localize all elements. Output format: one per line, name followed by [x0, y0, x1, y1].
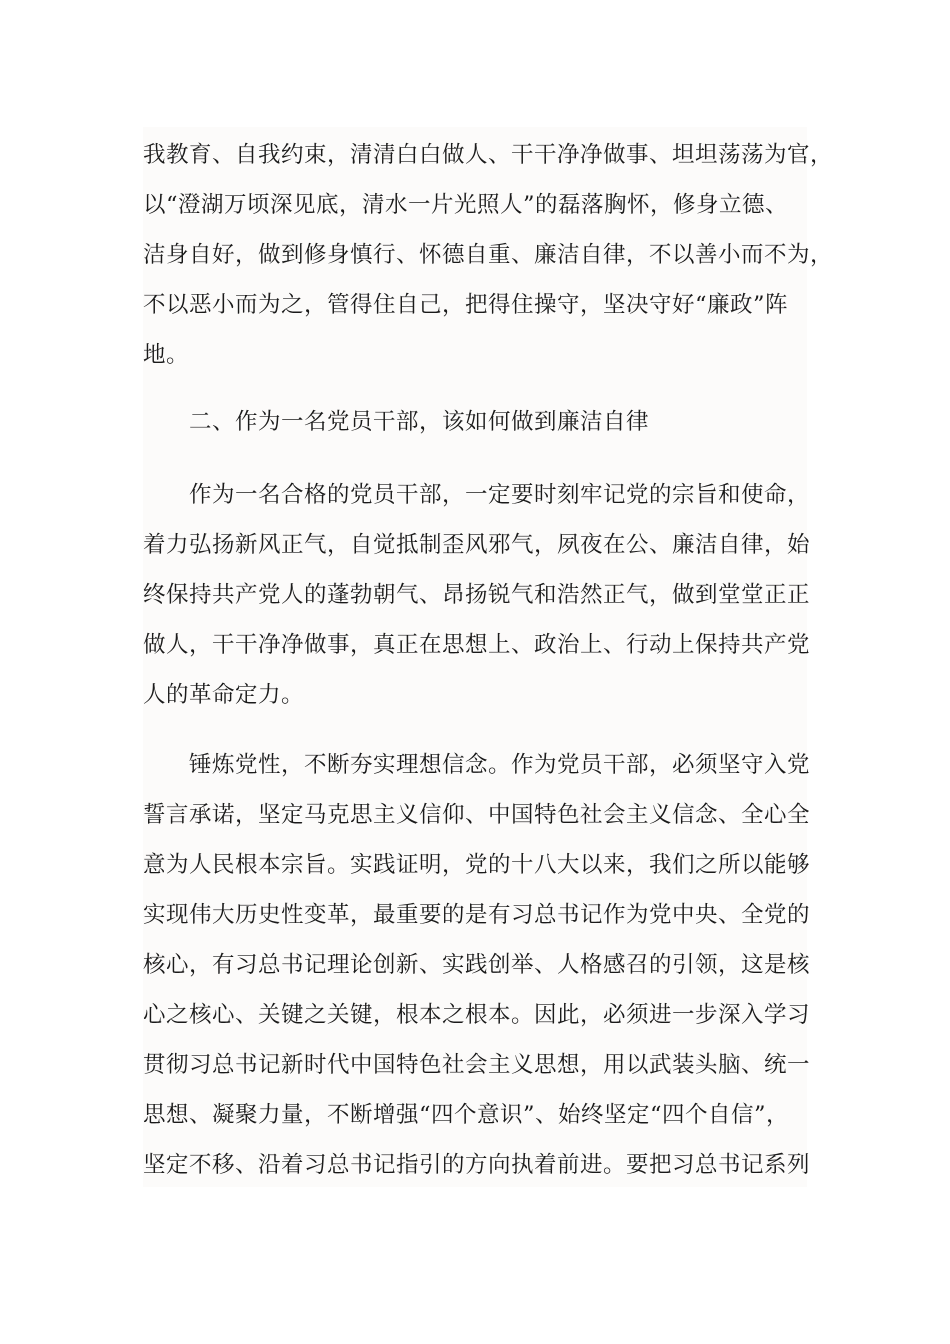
paragraph-3-line-8: 思想、凝聚力量，不断增强“四个意识”、始终坚定“四个自信”，	[143, 1102, 790, 1128]
paragraph-1-line-3: 洁身自好，做到修身慎行、怀德自重、廉洁自律，不以善小而不为，	[143, 242, 834, 268]
paragraph-2-line-2: 着力弘扬新风正气，自觉抵制歪风邪气，夙夜在公、廉洁自律，始	[143, 532, 811, 558]
paragraph-3-line-3: 意为人民根本宗旨。实践证明，党的十八大以来，我们之所以能够	[143, 852, 811, 878]
paragraph-1-line-1: 我教育、自我约束，清清白白做人、干干净净做事、坦坦荡荡为官，	[143, 142, 834, 168]
paragraph-1-line-4: 不以恶小而为之，管得住自己，把得住操守，坚决守好“廉政”阵	[143, 292, 789, 318]
paragraph-3-line-7: 贯彻习总书记新时代中国特色社会主义思想，用以武装头脑、统一	[143, 1052, 811, 1078]
paragraph-1-line-2: 以“澄湖万顷深见底，清水一片光照人”的磊落胸怀，修身立德、	[143, 192, 789, 218]
paragraph-3-line-2: 誓言承诺，坚定马克思主义信仰、中国特色社会主义信念、全心全	[143, 802, 811, 828]
paragraph-3-line-5: 核心，有习总书记理论创新、实践创举、人格感召的引领，这是核	[143, 952, 811, 978]
paragraph-3-line-4: 实现伟大历史性变革，最重要的是有习总书记作为党中央、全党的	[143, 902, 811, 928]
paragraph-2-line-1: 作为一名合格的党员干部，一定要时刻牢记党的宗旨和使命，	[189, 482, 811, 508]
paragraph-2-line-4: 做人，干干净净做事，真正在思想上、政治上、行动上保持共产党	[143, 632, 811, 658]
paragraph-3-line-1: 锤炼党性，不断夯实理想信念。作为党员干部，必须坚守入党	[189, 752, 811, 778]
paragraph-3-line-6: 心之核心、关键之关键，根本之根本。因此，必须进一步深入学习	[143, 1002, 811, 1028]
paragraph-2-line-5: 人的革命定力。	[143, 682, 305, 708]
paragraph-2-line-3: 终保持共产党人的蓬勃朝气、昂扬锐气和浩然正气，做到堂堂正正	[143, 582, 811, 608]
section-heading: 二、作为一名党员干部，该如何做到廉洁自律	[189, 409, 650, 435]
paragraph-1-line-5: 地。	[143, 342, 190, 368]
document-body	[143, 127, 834, 1187]
paragraph-3-line-9: 坚定不移、沿着习总书记指引的方向执着前进。要把习总书记系列	[143, 1152, 811, 1178]
